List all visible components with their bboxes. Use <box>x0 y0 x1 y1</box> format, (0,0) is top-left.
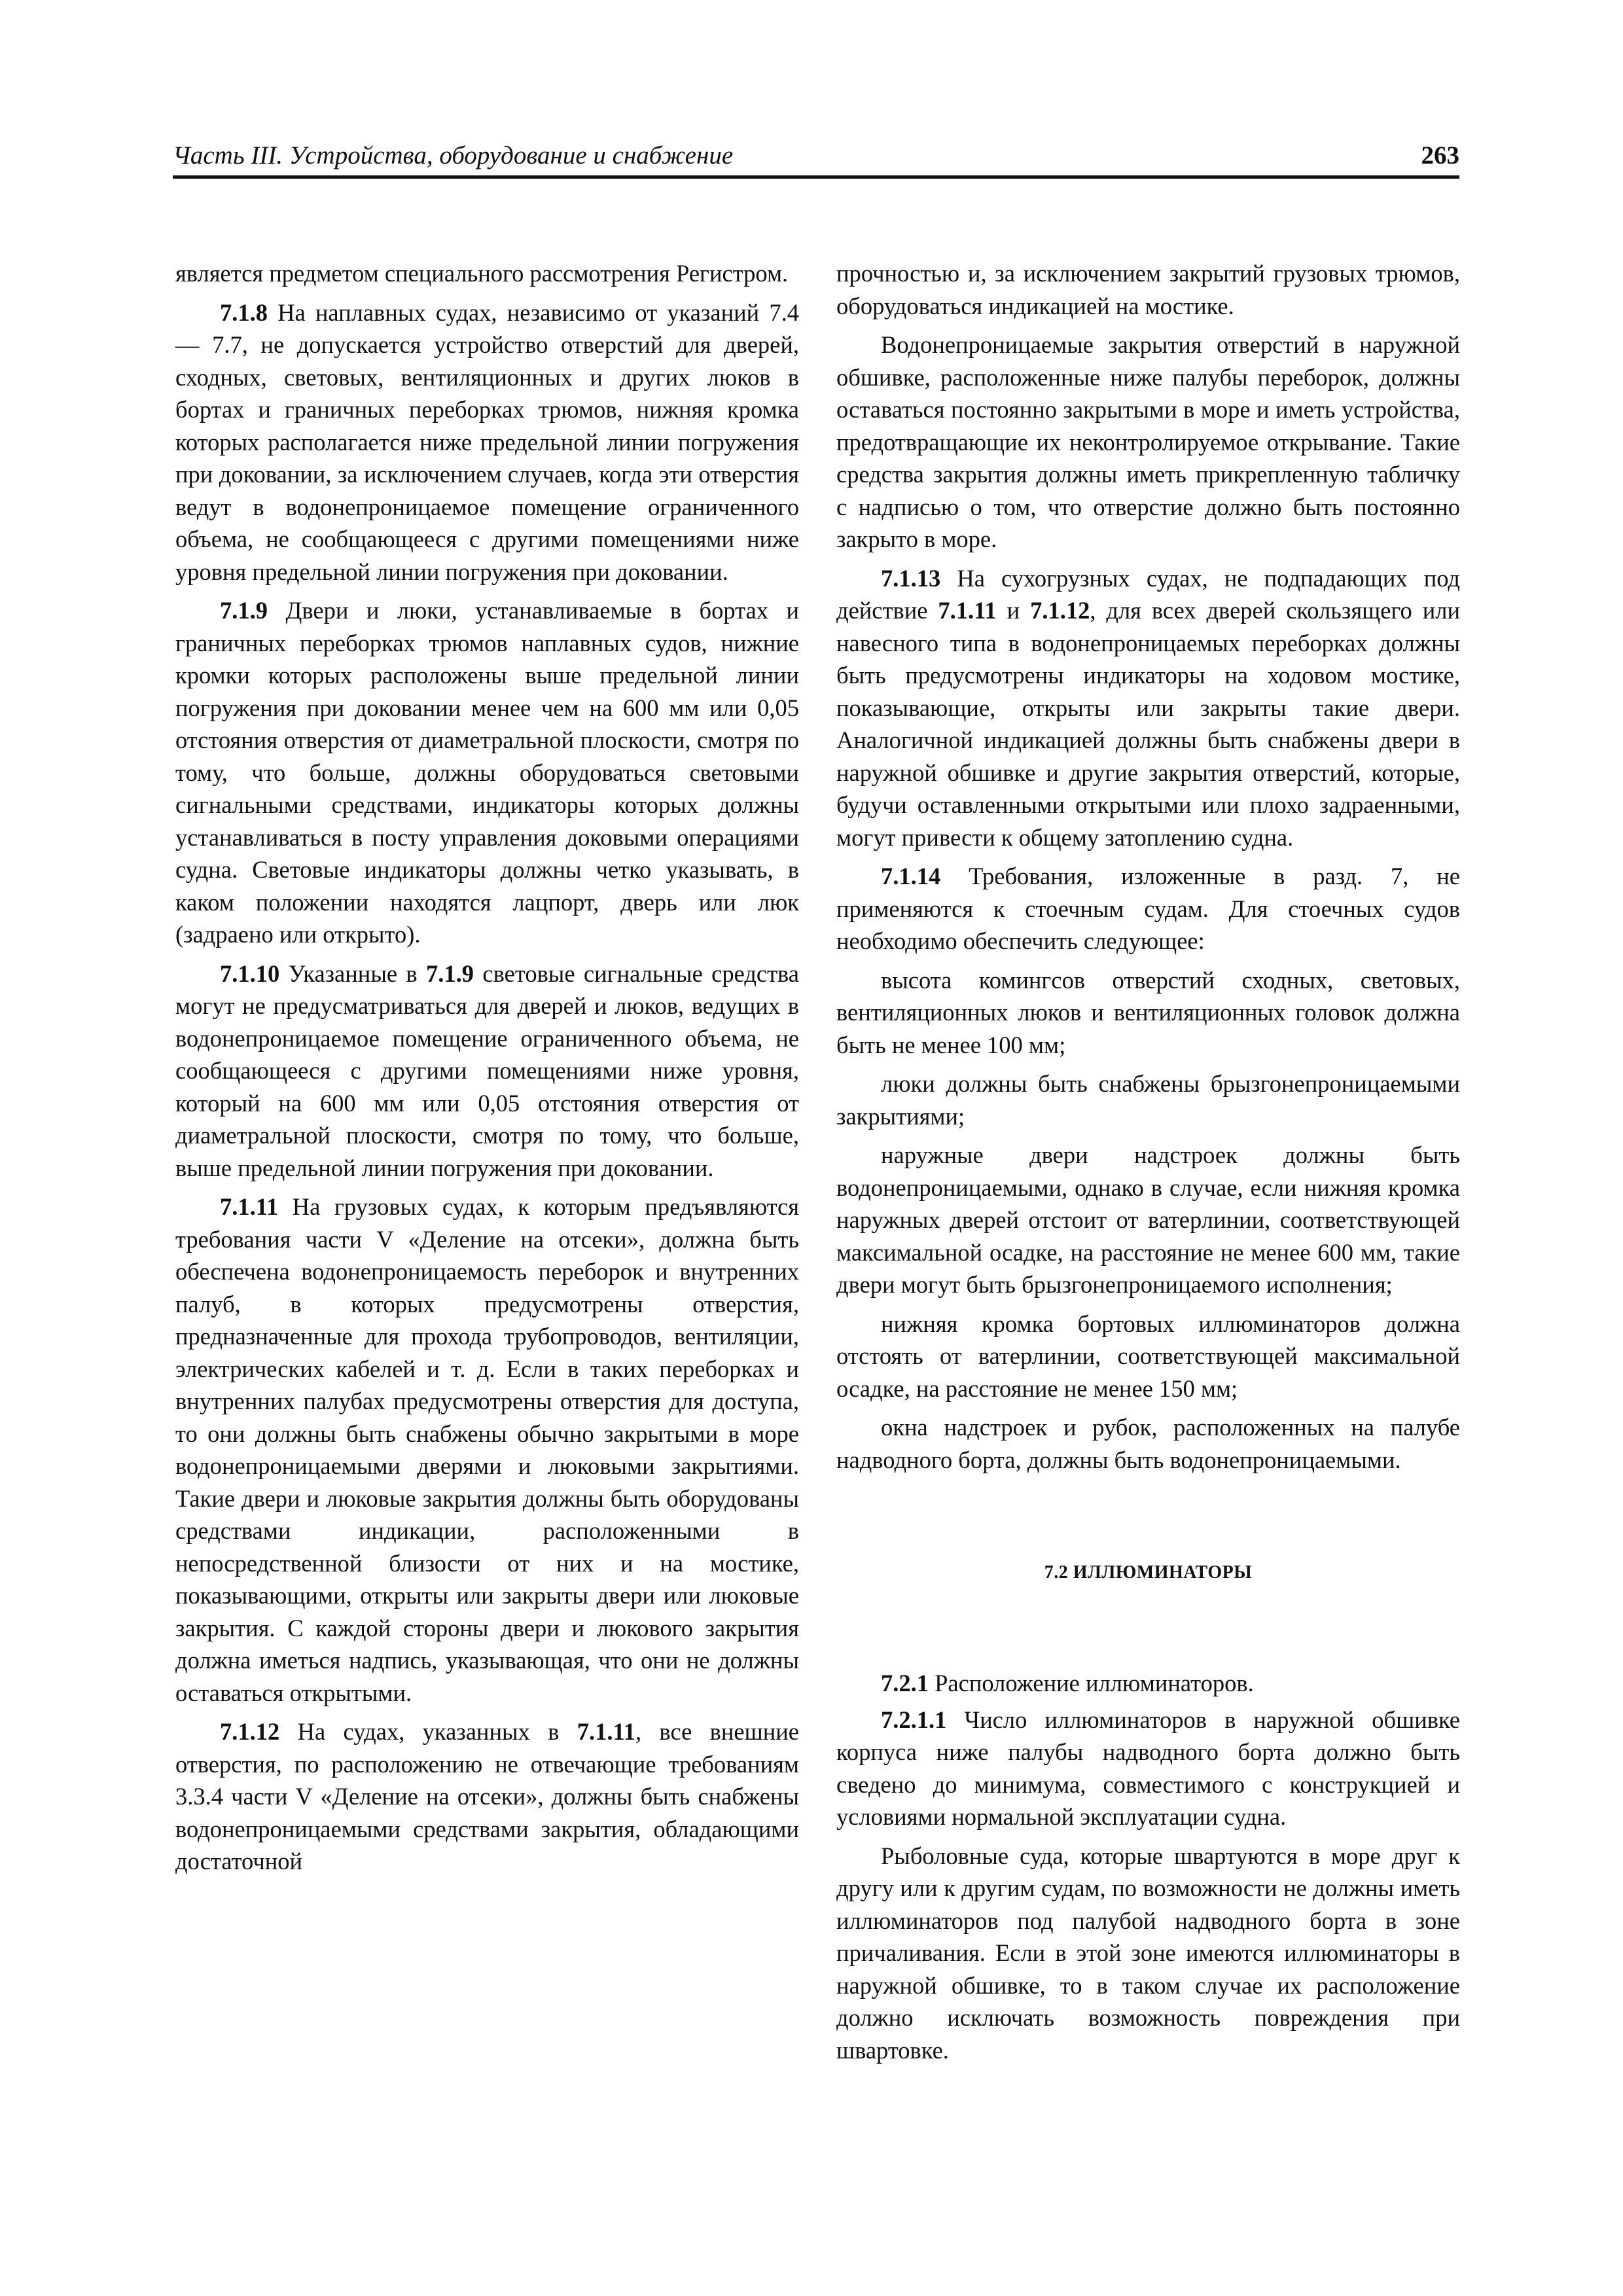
paragraph-7-1-10 <box>175 958 799 1185</box>
list-item <box>836 1308 1460 1405</box>
clause-number: 7.1.8 <box>220 298 268 326</box>
paragraph-text: , все внешние отверстия, по расположению не отвечающие требованиям 3.3.4 части V «Деление на отсеки», должны быть снабжены водонепроницаемыми средствами закрытия, обладающими достаточной <box>175 1718 799 1874</box>
paragraph-text: окна надстроек и рубок, расположенных на палубе надводного борта, должны быть водонепроницаемыми. <box>836 1414 1460 1473</box>
paragraph-text: Двери и люки, устанавливаемые в бортах и граничных переборках трюмов наплавных судов, нижние кромки которых расположены выше предельной линии погружения при доковании менее чем на 600 мм или 0,05 отстояния отверстия от диаметральной плоскости, смотря по тому, что больше, должны оборудоваться световыми сигнальными средствами, индикаторы которых должны устанавливаться в посту управления доковыми операциями судна. Световые индикаторы должны четко указывать, в каком положении находятся лацпорт, дверь или люк (задраено или открыто). <box>175 597 799 948</box>
page-number: 263 <box>1421 141 1459 170</box>
paragraph-7-1-14 <box>836 860 1460 958</box>
paragraph <box>836 257 1460 322</box>
clause-reference: 7.1.11 <box>938 597 997 624</box>
paragraph-text: На сухогрузных судах, не подпадающих под действие <box>836 564 1460 624</box>
paragraph-text: люки должны быть снабжены брызгонепроницаемыми закрытиями; <box>836 1070 1460 1130</box>
paragraph-text: На судах, указанных в <box>279 1718 577 1745</box>
paragraph-7-1-13 <box>836 562 1460 854</box>
list-item <box>836 1411 1460 1476</box>
paragraph-7-1-12 <box>175 1715 799 1878</box>
list-item <box>836 1067 1460 1132</box>
paragraph-text: высота комингсов отверстий сходных, световых, вентиляционных люков и вентиляционных головок должна быть не менее 100 мм; <box>836 966 1460 1058</box>
paragraph-text: световые сигнальные средства могут не предусматриваться для дверей и люков, ведущих в водонепроницаемое помещение ограниченного объема, не сообщающееся с другими помещениями ниже уровня, который на 600 мм или 0,05 отстояния отверстия от диаметральной плоскости, смотря по тому, что больше, выше предельной линии погружения при доковании. <box>175 960 799 1181</box>
right-column <box>836 257 1460 2073</box>
paragraph-7-2-1-1 <box>836 1704 1460 1833</box>
list-item <box>836 964 1460 1062</box>
running-header <box>173 140 1459 179</box>
paragraph-text: и <box>996 597 1031 624</box>
paragraph <box>175 257 799 290</box>
header-title: Часть III. Устройства, оборудование и снабжение <box>173 141 734 170</box>
paragraph-7-1-8 <box>175 296 799 588</box>
clause-number: 7.1.12 <box>220 1718 280 1745</box>
paragraph-text: прочностью и, за исключением закрытий грузовых трюмов, оборудоваться индикацией на мостике. <box>836 260 1460 319</box>
paragraph-text: На грузовых судах, к которым предъявляются требования части V «Деление на отсеки», должна быть обеспечена водонепроницаемость переборок и внутренних палуб, в которых предусмотрены отверстия, предназначенные для прохода трубопроводов, вентиляции, электрических кабелей и т. д. Если в таких переборках и внутренних палубах предусмотрены отверстия для доступа, то они должны быть снабжены обычно закрытыми в море водонепроницаемыми дверями и люковыми закрытиями. Такие двери и люковые закрытия должны быть оборудованы средствами индикации, расположенными в непосредственной близости от них и на мостике, показывающими, открыты или закрыты двери или люковые закрытия. С каждой стороны двери и люкового закрытия должна иметься надпись, указывающая, что они не должны оставаться открытыми. <box>175 1193 799 1706</box>
clause-number: 7.1.13 <box>881 564 941 592</box>
paragraph-text: Рыболовные суда, которые швартуются в море друг к другу или к другим судам, по возможности не должны иметь иллюминаторов под палубой надводного борта в зоне причаливания. Если в этой зоне имеются иллюминаторы в наружной обшивке, то в таком случае их расположение должно исключать возможность повреждения при швартовке. <box>836 1842 1460 2064</box>
clause-number: 7.1.14 <box>881 863 941 889</box>
left-column <box>175 257 799 1884</box>
paragraph <box>836 329 1460 556</box>
section-title: 7.2 ИЛЛЮМИНАТОРЫ <box>1044 1562 1253 1583</box>
paragraph-text: , для всех дверей скользящего или навесного типа в водонепроницаемых переборках должны быть предусмотрены индикаторы на ходовом мостике, показывающие, открыты или закрыты такие двери. Аналогичной индикацией должны быть снабжены двери в наружной обшивке и другие закрытия отверстий, которые, будучи оставленными открытыми или плохо задраенными, могут привести к общему затоплению судна. <box>836 597 1460 851</box>
paragraph-text: Число иллюминаторов в наружной обшивке корпуса ниже палубы надводного борта должно быть сведено до минимума, совместимого с конструкцией и условиями нормальной эксплуатации судна. <box>836 1706 1460 1830</box>
paragraph-text: Требования, изложенные в разд. 7, не применяются к стоечным судам. Для стоечных судов необходимо обеспечить следующее: <box>836 863 1460 954</box>
paragraph-text: Водонепроницаемые закрытия отверстий в наружной обшивке, расположенные ниже палубы переборок, должны оставаться постоянно закрытыми в море и иметь устройства, предотвращающие их неконтролируемое открывание. Такие средства закрытия должны иметь прикрепленную табличку с надписью о том, что отверстие должно быть постоянно закрыто в море. <box>836 331 1460 552</box>
clause-reference: 7.1.11 <box>577 1718 635 1745</box>
heading-text: Расположение иллюминаторов. <box>929 1670 1254 1696</box>
clause-number: 7.2.1 <box>881 1670 929 1696</box>
clause-number: 7.1.11 <box>220 1193 279 1220</box>
paragraph-text: На наплавных судах, независимо от указаний 7.4 — 7.7, не допускается устройство отверстий для дверей, сходных, световых, вентиляционных и других люков в бортах и граничных переборках трюмов, нижняя кромка которых располагается ниже предельной линии погружения при доковании, за исключением случаев, когда эти отверстия ведут в водонепроницаемое помещение ограниченного объема, не сообщающееся с другими помещениями ниже уровня предельной линии погружения при доковании. <box>175 298 799 585</box>
subsection-heading-7-2-1 <box>836 1667 1460 1700</box>
clause-number: 7.1.10 <box>220 960 280 987</box>
paragraph-text: Указанные в <box>279 960 427 987</box>
paragraph-text: наружные двери надстроек должны быть водонепроницаемыми, однако в случае, если нижняя кромка наружных дверей отстоит от ватерлинии, соответствующей максимальной осадке, на расстояние не менее 600 мм, такие двери могут быть брызгонепроницаемого исполнения; <box>836 1141 1460 1298</box>
clause-reference: 7.1.12 <box>1030 597 1090 624</box>
list-item <box>836 1139 1460 1301</box>
paragraph <box>836 1840 1460 2067</box>
clause-reference: 7.1.9 <box>426 960 474 987</box>
paragraph-text: нижняя кромка бортовых иллюминаторов должна отстоять от ватерлинии, соответствующей максимальной осадке, на расстояние не менее 150 мм; <box>836 1310 1460 1402</box>
paragraph-7-1-9 <box>175 594 799 951</box>
paragraph-7-1-11 <box>175 1191 799 1709</box>
clause-number: 7.1.9 <box>220 597 268 624</box>
clause-number: 7.2.1.1 <box>881 1706 947 1733</box>
paragraph-text: является предметом специального рассмотрения Регистром. <box>175 260 789 287</box>
